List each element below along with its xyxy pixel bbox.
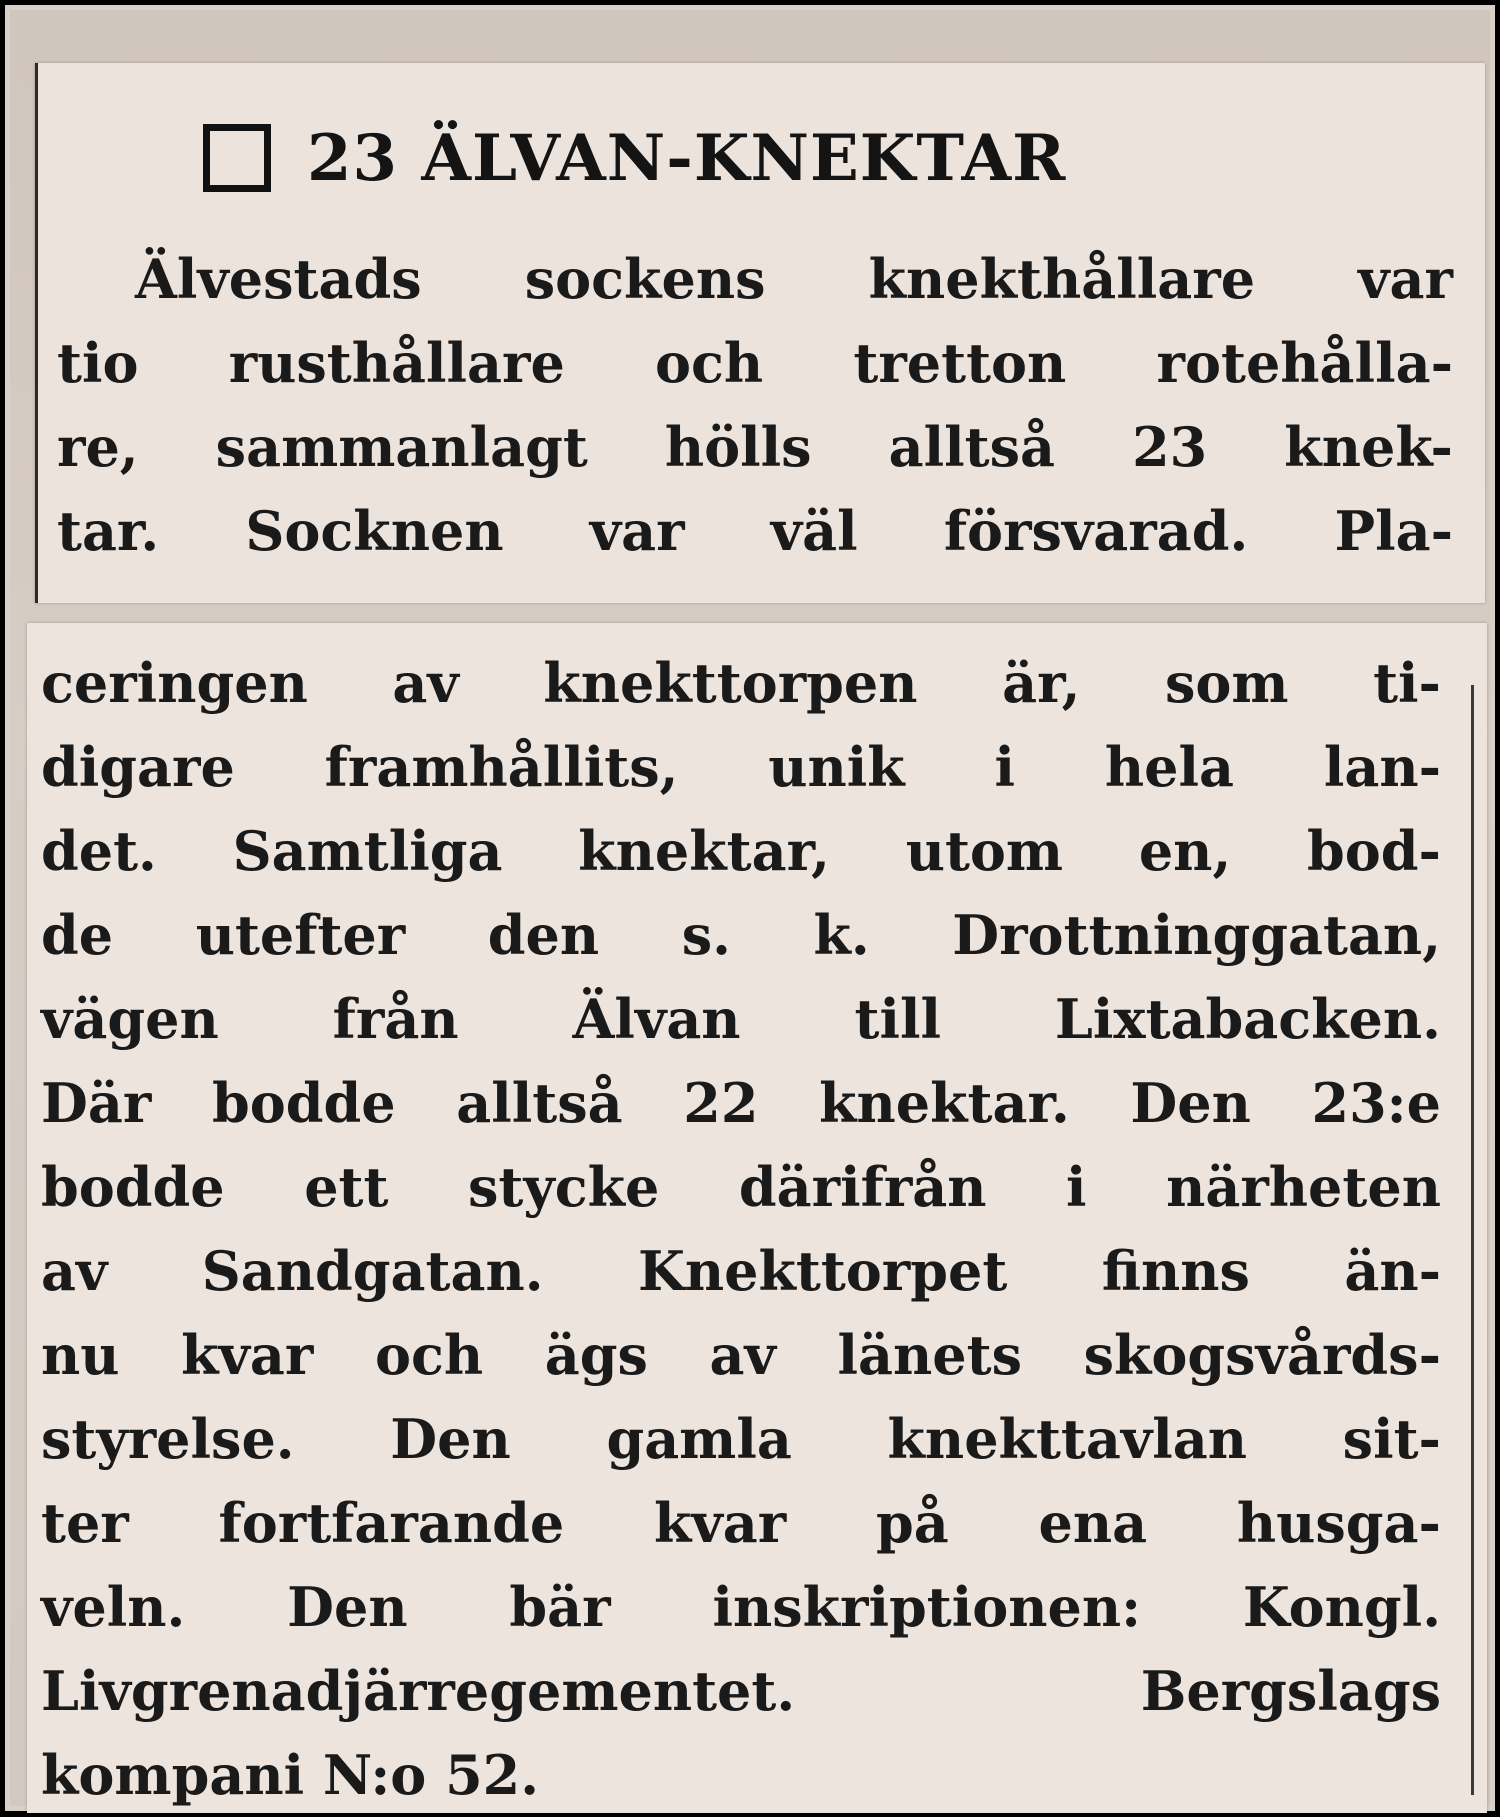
text-line: de utefter den s. k. Drottninggatan, — [41, 903, 1441, 967]
column-rule — [1471, 685, 1474, 1795]
square-bullet-icon — [203, 124, 271, 192]
text-line: tio rusthållare och tretton rotehålla- — [57, 331, 1453, 395]
text-line: veln. Den bär inskriptionen: Kongl. — [41, 1575, 1441, 1639]
text-line: ceringen av knekttorpen är, som ti- — [41, 651, 1441, 715]
text-line: vägen från Älvan till Lixtabacken. — [41, 987, 1441, 1051]
text-line: kompani N:o 52. — [41, 1743, 540, 1807]
article-text-lower — [41, 641, 1441, 1817]
text-line: bodde ett stycke därifrån i närheten — [41, 1155, 1441, 1219]
text-line: Livgrenadjärregementet. Bergslags — [41, 1659, 1441, 1723]
text-line: digare framhållits, unik i hela lan- — [41, 735, 1441, 799]
text-line: styrelse. Den gamla knekttavlan sit- — [41, 1407, 1441, 1471]
text-line: ter fortfarande kvar på ena husga- — [41, 1491, 1441, 1555]
text-line: Där bodde alltså 22 knektar. Den 23:e — [41, 1071, 1441, 1135]
text-line: det. Samtliga knektar, utom en, bod- — [41, 819, 1441, 883]
text-line: tar. Socknen var väl försvarad. Pla- — [57, 499, 1453, 563]
text-line: re, sammanlagt hölls alltså 23 knek- — [57, 415, 1453, 479]
article-text-upper — [57, 237, 1453, 573]
text-line: av Sandgatan. Knekttorpet finns än- — [41, 1239, 1441, 1303]
text-line: nu kvar och ägs av länets skogsvårds- — [41, 1323, 1441, 1387]
text-line: Älvestads sockens knekthållare var — [135, 247, 1453, 311]
article-headline — [203, 120, 1067, 196]
headline-text: 23 ÄLVAN-KNEKTAR — [307, 120, 1067, 196]
